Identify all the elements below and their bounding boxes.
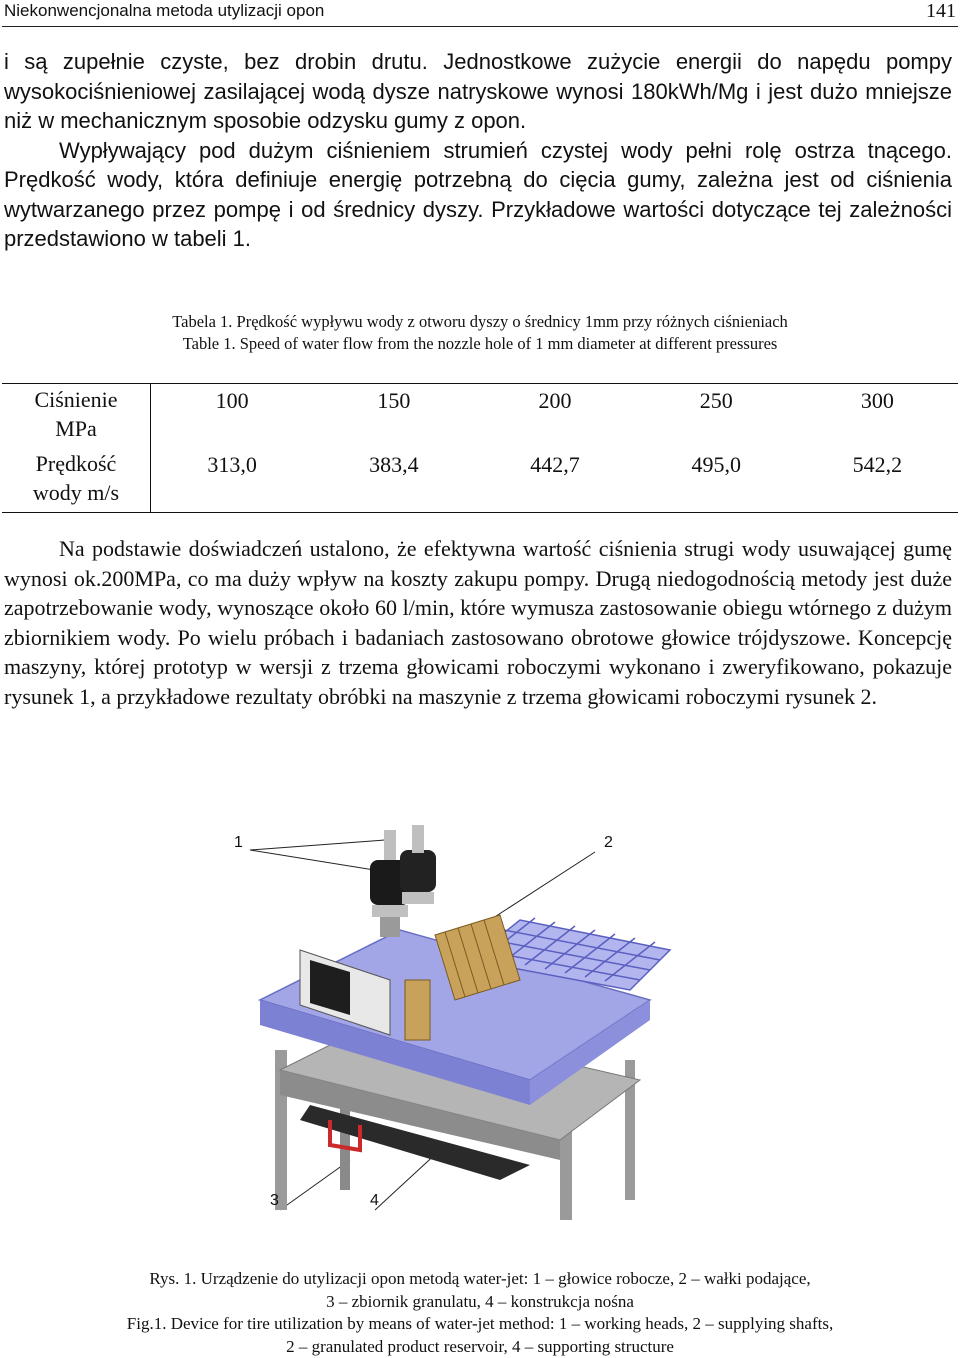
speed-cell: 442,7: [530, 452, 580, 477]
device-drawing: [200, 820, 760, 1260]
pressure-cell: 250: [699, 388, 733, 413]
figure-caption-en-1: Fig.1. Device for tire utilization by means of water-jet method: 1 – working heads, 2 – supplying shafts,: [126, 1314, 834, 1333]
pressure-cell: 200: [538, 388, 572, 413]
header-title: Niekonwencjonalna metoda utylizacji opon: [4, 1, 325, 20]
running-header: [2, 0, 958, 27]
page-number: 141: [926, 0, 956, 22]
row-head-pressure: [2, 384, 151, 449]
speed-cell: 495,0: [691, 452, 741, 477]
table-row-speed: [2, 448, 958, 513]
figure-label-2: 2: [604, 834, 613, 851]
leader-line-2: [490, 852, 595, 920]
figure-caption-en-2: 2 – granulated product reservoir, 4 – supporting structure: [286, 1336, 674, 1356]
speed-cell: 383,4: [369, 452, 419, 477]
figure-label-3: 3: [270, 1192, 279, 1209]
figure-label-1: 1: [234, 834, 243, 851]
table-row-pressure: [2, 384, 958, 449]
table-caption-pl: Tabela 1. Prędkość wypływu wody z otworu dyszy o średnicy 1mm przy różnych ciśnieniach: [172, 312, 788, 331]
row-head-pressure-unit: MPa: [55, 416, 97, 441]
device-figure: [200, 820, 760, 1260]
speed-cell: 313,0: [207, 452, 257, 477]
shaft-block: [405, 980, 430, 1040]
pressure-cell: 150: [377, 388, 411, 413]
figure-caption-pl-1: Rys. 1. Urządzenie do utylizacji opon metodą water-jet: 1 – głowice robocze, 2 – wałki podające,: [149, 1269, 811, 1288]
row-head-speed-unit: wody m/s: [32, 480, 120, 505]
working-heads: [370, 825, 436, 937]
leader-line-3: [280, 1160, 350, 1210]
paragraph-1-b: Wypływający pod dużym ciśnieniem strumień czystej wody pełni rolę ostrza tnącego. Prędkość wody, która definiuje energię potrzebną do cięcia gumy, zależna jest od ciśnienia wytwarzanego przez pompę i od średnicy dyszy. Przykładowe wartości dotyczące tej zależności przedstawiono w tabeli 1.: [4, 137, 952, 251]
row-head-speed-label: Prędkość: [35, 451, 117, 476]
table-caption: [0, 311, 960, 355]
pressure-cell: 100: [215, 388, 249, 413]
leader-line-1: [250, 840, 385, 850]
figure-caption: [0, 1268, 960, 1358]
row-head-speed: [2, 448, 151, 513]
table-caption-en: Table 1. Speed of water flow from the nozzle hole of 1 mm diameter at different pressures: [182, 334, 778, 353]
paragraph-2: [4, 534, 952, 711]
paragraph-1: [4, 47, 952, 254]
paragraph-1-a: i są zupełnie czyste, bez drobin drutu. Jednostkowe zużycie energii do napędu pompy wysokociśnieniowej zasilającej wodą dysze natryskowe wynosi 180kWh/Mg i jest dużo mniejsze niż w mechanicznym sposobie odzysku gumy z opon.: [4, 49, 952, 133]
row-head-pressure-label: Ciśnienie: [34, 387, 118, 412]
figure-label-4: 4: [370, 1192, 379, 1209]
figure-caption-pl-2: 3 – zbiornik granulatu, 4 – konstrukcja nośna: [326, 1291, 634, 1311]
pressure-cell: 300: [860, 388, 894, 413]
pressure-speed-table: [2, 383, 958, 513]
speed-cell: 542,2: [852, 452, 903, 477]
paragraph-2-text: Na podstawie doświadczeń ustalono, że efektywna wartość ciśnienia strugi wody usuwającej gumę wynosi ok.200MPa, co ma duży wpływ na koszty zakupu pompy. Drugą niedogodnością metody jest duże zapotrzebowanie wody, wynoszące około 60 l/min, które wymusza zastosowanie obiegu wtórnego z dużym zbiornikiem wody. Po wielu próbach i badaniach zastosowano obrotowe głowice trójdyszowe. Koncepcję maszyny, której prototyp w wersji z trzema głowicami roboczymi wykonano i zweryfikowano, pokazuje rysunek 1, a przykładowe rezultaty obróbki na maszynie z trzema głowicami roboczymi rysunek 2.: [4, 536, 952, 709]
leg: [560, 1130, 572, 1220]
